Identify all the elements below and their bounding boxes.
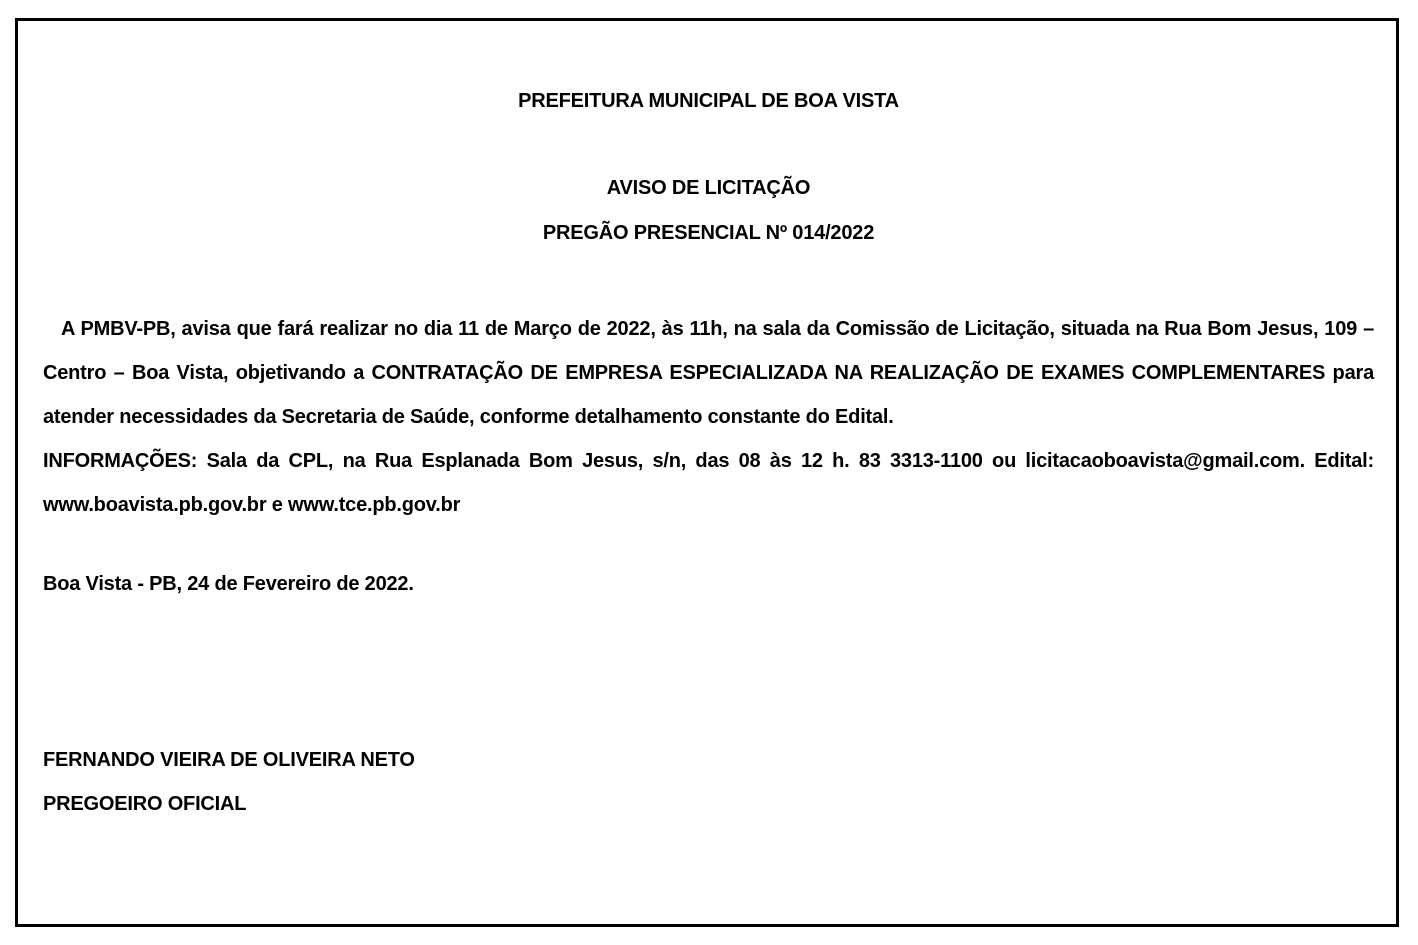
place-date: Boa Vista - PB, 24 de Fevereiro de 2022. (43, 573, 414, 595)
main-paragraph: A PMBV-PB, avisa que fará realizar no dia 11 de Março de 2022, às 11h, na sala da Comissão de Licitação, situada na Rua Bom Jesus, 109 – Centro – Boa Vista, objetivando a CONTRATAÇÃO DE EMPRESA ESPECIALIZADA NA REALIZAÇÃO DE EXAMES COMPLEMENTARES para atender necessidades da Secretaria de Saúde, conforme detalhamento constante do Edital. (43, 318, 1374, 428)
signer-name: FERNANDO VIEIRA DE OLIVEIRA NETO (43, 749, 415, 771)
info-paragraph: INFORMAÇÕES: Sala da CPL, na Rua Esplanada Bom Jesus, s/n, das 08 às 12 h. 83 3313-1100 ou licitacaoboavista@gmail.com. Edital: www.boavista.pb.gov.br e www.tce.pb.gov.br (43, 450, 1374, 516)
signer-role: PREGOEIRO OFICIAL (43, 793, 247, 815)
notice-body (43, 307, 1374, 527)
org-heading: PREFEITURA MUNICIPAL DE BOA VISTA (518, 90, 899, 112)
auction-id: PREGÃO PRESENCIAL Nº 014/2022 (542, 222, 875, 244)
notice-title: AVISO DE LICITAÇÃO (606, 177, 811, 199)
